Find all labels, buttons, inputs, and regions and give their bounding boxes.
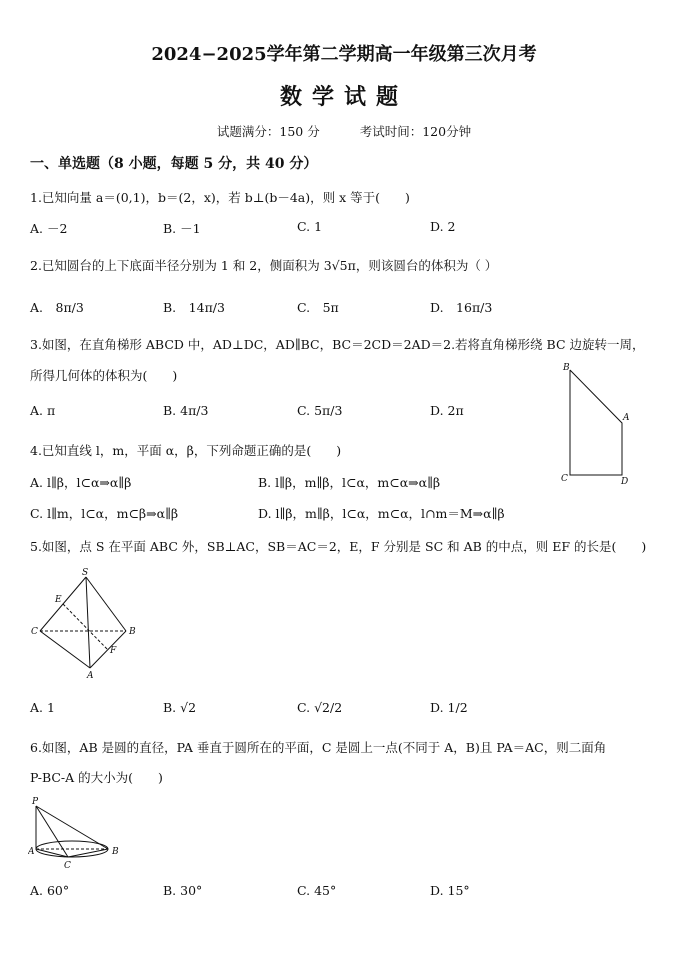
question-5-stem: 5.如图，点 S 在平面 ABC 外，SB⊥AC，SB＝AC＝2，E，F 分别是 SC 和 AB 的中点，则 EF 的长是( ) <box>30 539 647 554</box>
q2-option-a: A. 8π/3 <box>30 300 84 315</box>
label-b: B <box>563 363 570 373</box>
q2-option-b: B. 14π/3 <box>163 300 225 315</box>
question-6-stem-line1: 6.如图，AB 是圆的直径，PA 垂直于圆所在的平面，C 是圆上一点(不同于 A，B)且 PA＝AC，则二面角 <box>30 740 607 755</box>
q1-option-b: B. －1 <box>163 221 201 236</box>
question-2-stem: 2.已知圆台的上下底面半径分别为 1 和 2，侧面积为 3√5π，则该圆台的体积为（ ） <box>30 258 498 273</box>
label-f: F <box>110 646 117 656</box>
q6-option-c: C. 45° <box>297 883 337 898</box>
label-c: C <box>31 627 38 637</box>
label-s: S <box>82 568 89 578</box>
label-p: P <box>32 797 39 807</box>
label-e: E <box>55 595 62 605</box>
time-info: 考试时间：120分钟 <box>359 124 472 139</box>
question-3-stem-line2: 所得几何体的体积为( ) <box>30 368 178 383</box>
label-c: C <box>561 474 568 484</box>
q5-option-b: B. √2 <box>163 700 197 715</box>
question-1-stem: 1.已知向量 a＝(0,1)，b＝(2，x)，若 b⊥(b－4a)，则 x 等于( ) <box>30 190 410 205</box>
q3-option-c: C. 5π/3 <box>297 403 343 418</box>
label-b: B <box>112 847 119 857</box>
label-a: A <box>28 847 35 857</box>
label-a: A <box>87 671 94 681</box>
question-3-stem-line1: 3.如图，在直角梯形 ABCD 中，AD⊥DC，AD∥BC，BC＝2CD＝2AD＝2.若将直角梯形绕 BC 边旋转一周， <box>30 337 645 352</box>
q1-option-d: D. 2 <box>430 219 456 234</box>
q4-option-b: B. l∥β，m∥β，l⊂α，m⊂α⇒α∥β <box>258 475 441 490</box>
q3-option-b: B. 4π/3 <box>163 403 209 418</box>
q1-option-c: C. 1 <box>297 219 323 234</box>
question-4-stem: 4.已知直线 l，m，平面 α，β，下列命题正确的是( ) <box>30 443 342 458</box>
q6-option-d: D. 15° <box>430 883 470 898</box>
q2-option-c: C. 5π <box>297 300 339 315</box>
exam-info <box>0 122 688 140</box>
q4-option-d: D. l∥β，m∥β，l⊂α，m⊂α，l∩m＝M⇒α∥β <box>258 506 505 521</box>
q4-option-a: A. l∥β，l⊂α⇒α∥β <box>30 475 132 490</box>
q1-option-a: A. －2 <box>30 221 68 236</box>
exam-title: 2024−2025学年第二学期高一年级第三次月考 <box>151 44 537 65</box>
q3-option-d: D. 2π <box>430 403 464 418</box>
trapezoid-figure <box>555 360 635 490</box>
question-6-stem-line2: P-BC-A 的大小为( ) <box>30 770 163 785</box>
q2-option-d: D. 16π/3 <box>430 300 493 315</box>
q5-option-d: D. 1/2 <box>430 700 468 715</box>
q6-option-a: A. 60° <box>30 883 70 898</box>
q3-option-a: A. π <box>30 403 56 418</box>
q5-option-a: A. 1 <box>30 700 55 715</box>
label-a: A <box>623 413 630 423</box>
label-c: C <box>64 861 71 871</box>
exam-subtitle: 数学试题 <box>279 84 408 110</box>
q6-option-b: B. 30° <box>163 883 203 898</box>
label-b: B <box>129 627 136 637</box>
section-heading: 一、单选题（8 小题，每题 5 分，共 40 分） <box>30 156 318 172</box>
q5-option-c: C. √2/2 <box>297 700 343 715</box>
cone-figure <box>28 792 128 872</box>
label-d: D <box>621 477 629 487</box>
tetrahedron-figure <box>28 565 148 685</box>
score-info: 试题满分：150 分 <box>216 124 320 139</box>
q4-option-c: C. l∥m，l⊂α，m⊂β⇒α∥β <box>30 506 179 521</box>
